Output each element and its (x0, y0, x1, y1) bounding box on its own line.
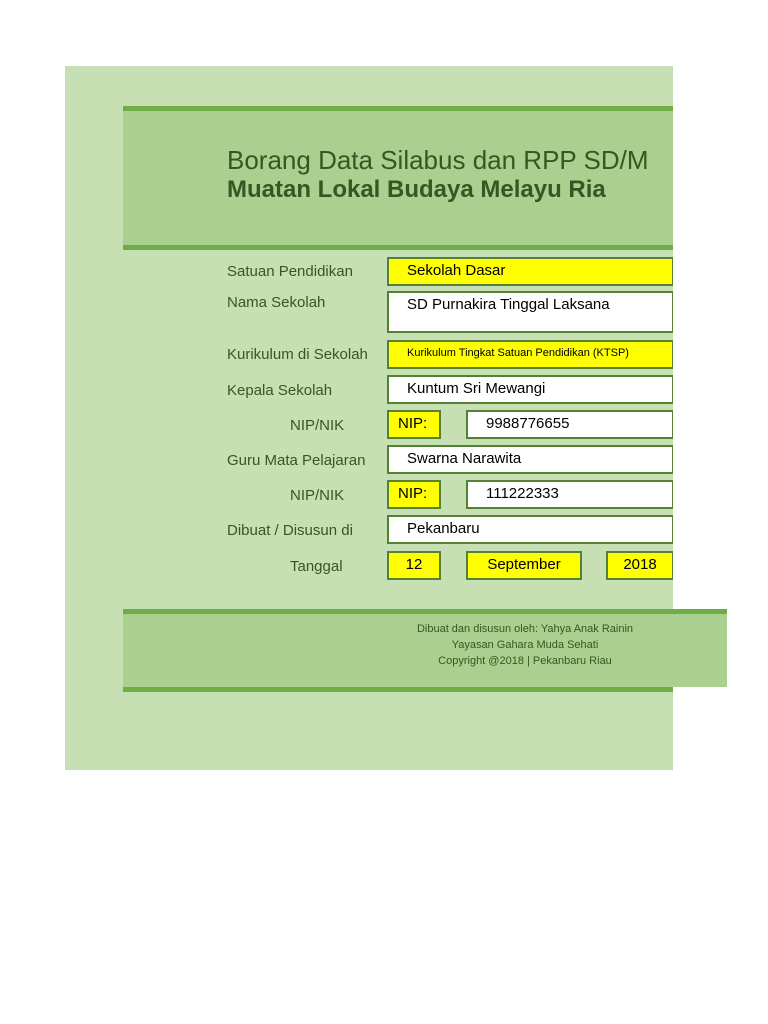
form-title: Borang Data Silabus dan RPP SD/M (227, 145, 649, 175)
nama-sekolah-label: Nama Sekolah (227, 294, 326, 311)
tanggal-label: Tanggal (290, 558, 343, 575)
nama-sekolah-field[interactable]: SD Purnakira Tinggal Laksana (387, 291, 673, 333)
dibuat-di-label: Dibuat / Disusun di (227, 522, 353, 539)
footer-band (123, 609, 727, 687)
kurikulum-field[interactable]: Kurikulum Tingkat Satuan Pendidikan (KTSP) (387, 340, 673, 369)
guru-nip-field[interactable]: 111222333 (466, 480, 673, 509)
kepala-sekolah-field[interactable]: Kuntum Sri Mewangi (387, 375, 673, 404)
tanggal-month-field[interactable]: September (466, 551, 582, 580)
footer-copyright: Copyright @2018 | Pekanbaru Riau (438, 655, 612, 667)
kepala-sekolah-label: Kepala Sekolah (227, 382, 333, 399)
kepala-nip-label: NIP/NIK (290, 417, 345, 434)
guru-nip-type[interactable]: NIP: (387, 480, 441, 509)
guru-field[interactable]: Swarna Narawita (387, 445, 673, 474)
kepala-nip-type[interactable]: NIP: (387, 410, 441, 439)
satuan-pendidikan-label: Satuan Pendidikan (227, 263, 353, 280)
tanggal-year-field[interactable]: 2018 (606, 551, 673, 580)
form-subtitle: Muatan Lokal Budaya Melayu Ria (227, 176, 606, 203)
kurikulum-label: Kurikulum di Sekolah (227, 346, 368, 363)
footer-organization: Yayasan Gahara Muda Sehati (451, 639, 599, 651)
guru-label: Guru Mata Pelajaran (227, 452, 366, 469)
guru-nip-label: NIP/NIK (290, 487, 345, 504)
dibuat-di-field[interactable]: Pekanbaru (387, 515, 673, 544)
kepala-nip-field[interactable]: 9988776655 (466, 410, 673, 439)
header-band (123, 106, 673, 250)
satuan-pendidikan-field[interactable]: Sekolah Dasar (387, 257, 673, 286)
footer-author: Dibuat dan disusun oleh: Yahya Anak Rainin (416, 623, 634, 635)
tanggal-day-field[interactable]: 12 (387, 551, 441, 580)
